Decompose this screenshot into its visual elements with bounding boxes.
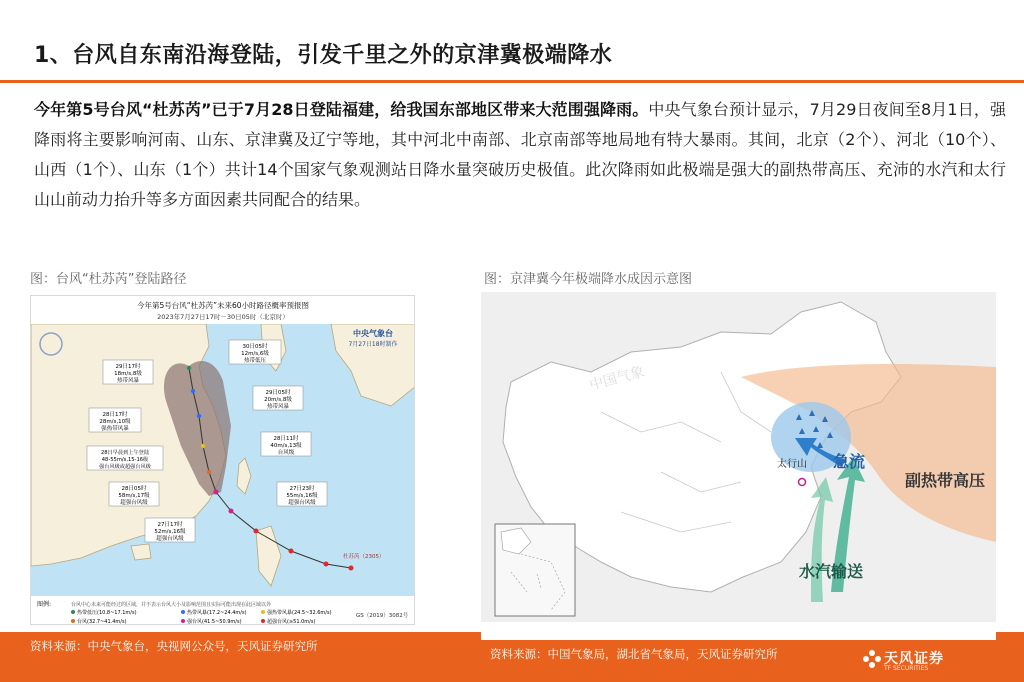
label-28d05 [109,482,159,506]
svg-text:27日17时: 27日17时 [157,522,183,528]
label-28d11 [261,432,311,456]
map-code: GS（2019）3082号 [356,613,409,619]
figure-right-caption: 图：京津冀今年极端降水成因示意图 [484,272,693,287]
svg-text:40m/s,13级: 40m/s,13级 [270,443,302,449]
svg-text:30日05时: 30日05时 [242,344,268,350]
track-point [187,366,191,370]
svg-text:20m/s,8级: 20m/s,8级 [264,397,292,403]
paragraph-lead: 今年第5号台风“杜苏芮”已于7月28日登陆福建，给我国东部地区带来大范围强降雨。 [34,100,649,119]
svg-text:台风级: 台风级 [277,450,295,456]
logo-subtext: TF SECURITIES [884,665,929,672]
svg-text:12m/s,6级: 12m/s,6级 [241,351,269,357]
watermark: 中国气象 [587,363,647,394]
label-27d23 [277,482,327,506]
typhoon-map-svg [31,296,415,625]
label-landfall [87,446,163,470]
label-29d05 [253,386,303,410]
hainan-land [131,544,151,560]
svg-text:48-55m/s,15-16级: 48-55m/s,15-16级 [101,457,149,463]
source-left: 资料来源：中央气象台，央视网公众号，天风证券研究所 [30,639,318,653]
title-divider [0,80,1024,83]
track-point [207,470,211,474]
legend-note: 台风中心未来可能经过的区域，并不表示台风大小及影响范围且实际可能出现在此区域以外 [71,602,272,608]
svg-text:热带风暴: 热带风暴 [266,404,290,410]
svg-text:强台风(41.5~50.9m/s): 强台风(41.5~50.9m/s) [187,619,242,625]
storm-label: 杜苏芮（2305） [343,554,385,560]
svg-text:18m/s,8级: 18m/s,8级 [114,371,142,377]
figure-left-caption: 图：台风“杜苏芮”登陆路径 [30,272,187,287]
typhoon-track-map [30,295,415,625]
footer-figure-gap [481,632,996,640]
svg-text:29日05时: 29日05时 [265,390,291,396]
svg-text:28日早晨到上午登陆: 28日早晨到上午登陆 [100,450,150,456]
svg-text:热带风暴: 热带风暴 [116,378,140,384]
label-27d17 [145,518,195,542]
svg-text:28日05时: 28日05时 [121,486,147,492]
svg-text:58m/s,17级: 58m/s,17级 [118,493,150,499]
svg-text:超强台风级: 超强台风级 [156,536,184,542]
agency-label: 中央气象台 [353,329,393,338]
label-30d05 [229,340,281,364]
label-28d17 [89,408,141,432]
svg-text:强台风级或超强台风级: 强台风级或超强台风级 [99,464,151,470]
svg-text:28m/s,10级: 28m/s,10级 [99,419,131,425]
cause-diagram-svg [481,292,996,622]
legend-title: 图例: [37,601,52,608]
svg-text:27日23时: 27日23时 [289,486,315,492]
svg-text:52m/s,16级: 52m/s,16级 [154,529,186,535]
map-subtitle: 2023年7月27日17时－30日05时（北京时） [157,313,289,321]
track-point [197,414,201,418]
jet-label: 急流 [833,452,866,471]
page-title: 1、台风自东南沿海登陆，引发千里之外的京津冀极端降水 [34,43,613,68]
rainfall-cause-diagram [481,292,996,622]
svg-text:超强台风级: 超强台风级 [288,500,316,506]
track-point [214,490,219,495]
svg-text:热带风暴(17.2~24.4m/s): 热带风暴(17.2~24.4m/s) [187,610,247,616]
cma-logo-icon [40,333,62,355]
svg-text:强热带风暴(24.5~32.6m/s): 强热带风暴(24.5~32.6m/s) [267,610,332,616]
svg-text:28日17时: 28日17时 [102,412,128,418]
svg-text:热带低压: 热带低压 [243,358,267,364]
subtropical-high-label: 副热带高压 [905,471,986,490]
map-title: 今年第5号台风“杜苏芮”未来60小时路径概率预报图 [136,301,310,310]
track-point [349,566,354,571]
issued-label: 7月27日18时制作 [348,341,398,348]
body-paragraph [34,95,1006,215]
source-right: 资料来源：中国气象局，湖北省气象局，天风证券研究所 [490,647,778,661]
svg-text:55m/s,16级: 55m/s,16级 [286,493,318,499]
track-point [191,389,195,393]
svg-text:强热带风暴: 强热带风暴 [101,426,129,432]
moisture-label: 水汽输送 [799,562,864,581]
track-point [289,549,294,554]
svg-text:28日11时: 28日11时 [273,436,299,442]
track-point [254,529,259,534]
label-29d17 [103,360,153,384]
track-point [201,444,205,448]
paragraph-rest: 中央气象台预计显示，7月29日夜间至8月1日，强降雨将主要影响河南、山东、京津冀及辽宁等地，其中河北中南部、北京南部等地局地有特大暴雨。其间，北京（2个）、河北（10个）、山西（1个）、山东（1个）共计14个国家气象观测站日降水量突破历史极值。此次降雨如此极端是强大的副热带高压、充沛的水汽和太行山山前动力抬升等多方面因素共同配合的结果。 [34,100,1006,209]
svg-text:台风(32.7~41.4m/s): 台风(32.7~41.4m/s) [77,619,127,625]
track-point [229,509,234,514]
taihang-label: 太行山 [777,459,807,470]
svg-text:超强台风级: 超强台风级 [120,500,148,506]
svg-text:热带低压(10.8~17.1m/s): 热带低压(10.8~17.1m/s) [77,610,137,616]
track-point [324,562,329,567]
svg-text:超强台风(≥51.0m/s): 超强台风(≥51.0m/s) [267,619,316,625]
svg-text:29日17时: 29日17时 [115,364,141,370]
logo-text: 天风证券 [884,651,944,667]
